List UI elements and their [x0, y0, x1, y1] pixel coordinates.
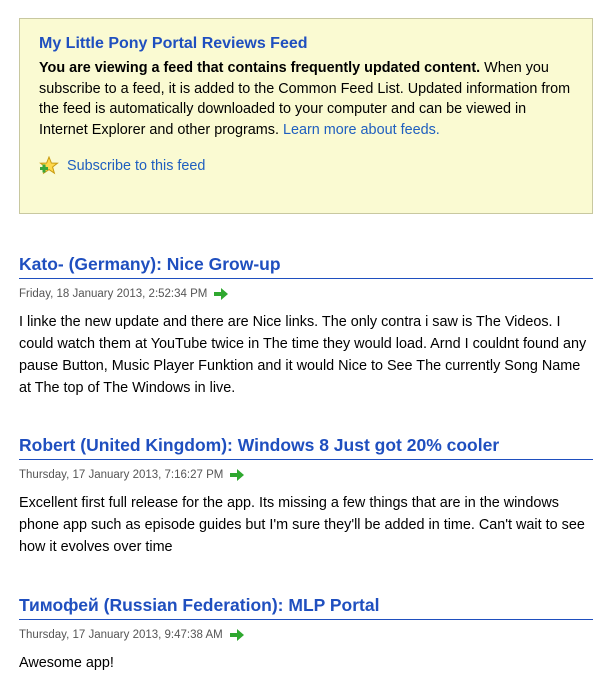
star-add-icon [39, 156, 59, 176]
entry-date [19, 627, 593, 643]
entry-date-text: Thursday, 17 January 2013, 9:47:38 AM [19, 629, 223, 641]
feed-notice [39, 58, 574, 140]
entry-body: Excellent first full release for the app. Its missing a few things that are in the windows phone app such as episode guides but I'm sure they'll be added in time. Can't wait to see how it evolves over time [19, 495, 585, 555]
subscribe-link[interactable] [39, 156, 574, 176]
feed-notice-bold: You are viewing a feed that contains frequently updated content. [39, 60, 481, 76]
entry-title[interactable]: Тимофей (Russian Federation): MLP Portal [19, 593, 593, 620]
feed-entry [19, 593, 593, 674]
go-arrow-icon[interactable] [213, 287, 229, 301]
feed-entry [19, 433, 593, 558]
subscribe-label: Subscribe to this feed [67, 158, 206, 174]
go-arrow-icon[interactable] [229, 628, 245, 642]
go-arrow-icon[interactable] [229, 468, 245, 482]
entry-title[interactable]: Kato- (Germany): Nice Grow-up [19, 252, 593, 279]
entry-date [19, 467, 593, 483]
feed-notice-text: When you subscribe to a feed, it is added to the Common Feed List. Updated information from the feed is automatically downloaded to your computer and can be viewed in Internet Explorer and other programs. [39, 60, 571, 138]
entry-date [19, 286, 593, 302]
entry-body: I linke the new update and there are Nice links. The only contra i saw is The Videos. I could watch them at YouTube twice in The time they would load. Arnd I couldnt found any pause Button, Music Player Funktion and it would Nice to See The currently Song Name at The top of The Windows in live. [19, 314, 587, 396]
entry-body: Awesome app! [19, 655, 114, 671]
entry-date-text: Friday, 18 January 2013, 2:52:34 PM [19, 288, 208, 300]
entry-date-text: Thursday, 17 January 2013, 7:16:27 PM [19, 469, 224, 481]
feed-info-banner [19, 18, 593, 214]
entry-title[interactable]: Robert (United Kingdom): Windows 8 Just got 20% cooler [19, 433, 593, 460]
feed-title: My Little Pony Portal Reviews Feed [39, 35, 308, 52]
learn-more-link[interactable]: Learn more about feeds. [282, 121, 440, 138]
feed-entry [19, 252, 593, 399]
